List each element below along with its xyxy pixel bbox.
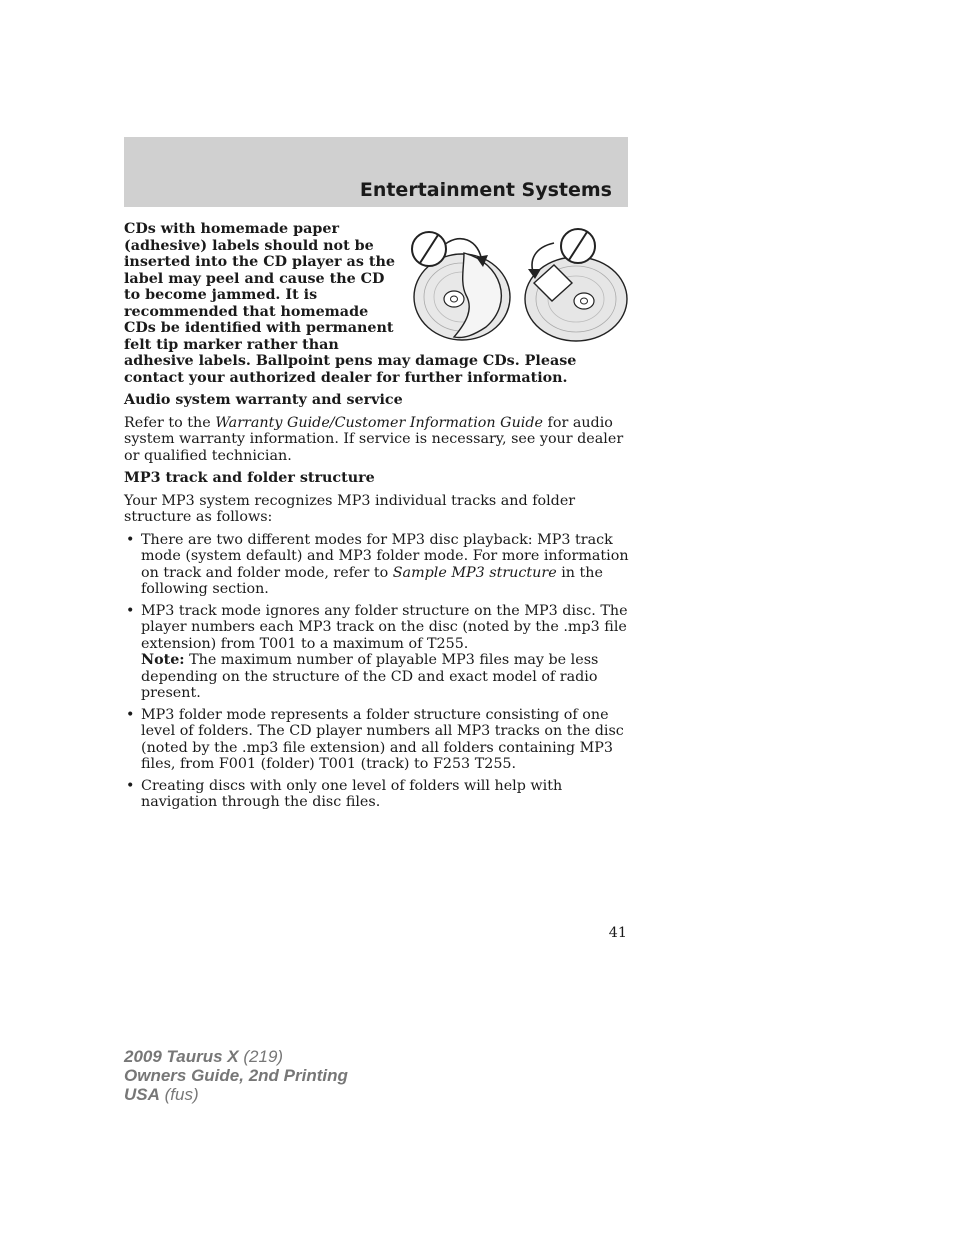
prohibited-icon <box>561 229 595 263</box>
bullet-glyph: • <box>126 602 135 619</box>
section-title: Entertainment Systems <box>359 179 612 201</box>
bullet-text: MP3 track mode ignores any folder structure on the MP3 disc. The player numbers each MP3 track on the disc (noted by the .mp3 file extension) from T001 to a maximum of T255. <box>141 602 628 652</box>
bullet-glyph: • <box>126 706 135 723</box>
cd-adhesive-label-prohibited-illustration <box>404 223 636 343</box>
warranty-text-after: for audio system warranty information. If service is necessary, see your dealer or qualified technician. <box>124 414 624 464</box>
page-content <box>124 221 630 816</box>
warranty-text-before: Refer to the <box>124 414 216 431</box>
bullet-text: MP3 folder mode represents a folder structure consisting of one level of folders. The CD player numbers all MP3 tracks on the disc (noted by the .mp3 file extension) and all folders containing MP3 files, from F001 (folder) T001 (track) to F253 T255. <box>141 706 624 772</box>
warranty-guide-name: Warranty Guide/Customer Information Guide <box>215 414 543 431</box>
mp3-intro: Your MP3 system recognizes MP3 individual tracks and folder structure as follows: <box>124 492 576 525</box>
bullet-text: There are two different modes for MP3 disc playback: MP3 track mode (system default) and MP3 folder mode. For more information on track and folder mode, refer to <box>141 531 629 581</box>
list-item <box>124 707 630 773</box>
footer-model-code: (219) <box>238 1047 284 1066</box>
list-item <box>124 603 630 702</box>
section-header-band <box>124 137 628 207</box>
warranty-heading: Audio system warranty and service <box>124 392 403 408</box>
footer-model-line <box>124 1047 348 1066</box>
footer-market-code: (fus) <box>159 1085 199 1104</box>
footer-model: 2009 Taurus X <box>124 1047 239 1066</box>
list-item <box>124 532 630 598</box>
mp3-heading: MP3 track and folder structure <box>124 470 375 486</box>
footer-market: USA <box>124 1085 160 1104</box>
document-footer <box>124 1047 348 1104</box>
list-item <box>124 778 630 811</box>
adhesive-label-warning: CDs with homemade paper (adhesive) labels should not be inserted into the CD player as the label may peel and cause the CD to become jammed. It is recommended that homemade CDs be identified with permanent felt tip marker rather than adhesive labels. Ballpoint pens may damage CDs. Please contact your authorized dealer for further information. <box>124 221 577 386</box>
prohibited-icon <box>412 232 446 266</box>
warranty-paragraph <box>124 415 630 465</box>
bullet-text: in the following section. <box>141 564 603 597</box>
bullet-italic-reference: Sample MP3 structure <box>392 564 557 581</box>
note-text: The maximum number of playable MP3 files may be less depending on the structure of the CD and exact model of radio present. <box>141 652 599 701</box>
mp3-bullet-list <box>124 532 630 811</box>
note-label: Note: <box>141 652 185 668</box>
bullet-glyph: • <box>126 531 135 548</box>
bullet-glyph: • <box>126 777 135 794</box>
footer-market-line <box>124 1085 348 1104</box>
bullet-text: Creating discs with only one level of folders will help with navigation through the disc files. <box>141 777 563 810</box>
footer-printing: Owners Guide, 2nd Printing <box>124 1066 348 1085</box>
page-number: 41 <box>608 925 627 941</box>
